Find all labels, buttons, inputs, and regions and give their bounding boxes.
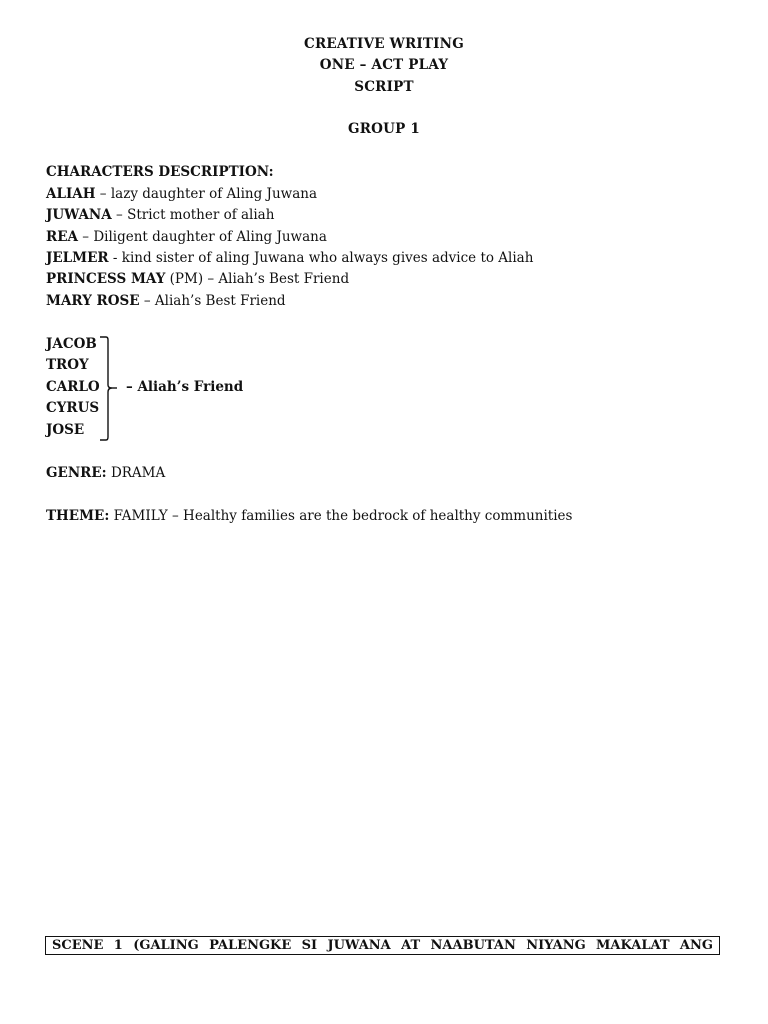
character-name: JELMER xyxy=(46,250,109,266)
friend-jacob: JACOB xyxy=(46,336,97,352)
characters-heading: CHARACTERS DESCRIPTION: xyxy=(46,164,274,180)
doc-title-script: SCRIPT xyxy=(354,79,414,95)
character-name: JUWANA xyxy=(46,207,112,223)
doc-title-creative-writing: CREATIVE WRITING xyxy=(304,36,464,52)
character-aliah xyxy=(46,186,317,202)
character-name: PRINCESS MAY xyxy=(46,271,166,287)
genre-label: GENRE: xyxy=(46,465,107,481)
character-desc: – Aliah’s Best Friend xyxy=(139,293,286,309)
friend-carlo: CARLO xyxy=(46,379,100,395)
right-brace-icon xyxy=(100,336,124,442)
character-desc: – Diligent daughter of Aling Juwana xyxy=(77,229,327,245)
character-mary-rose xyxy=(46,293,286,309)
theme-label: THEME: xyxy=(46,508,110,524)
friend-cyrus: CYRUS xyxy=(46,400,100,416)
character-princess-may xyxy=(46,271,349,287)
theme-value: FAMILY – Healthy families are the bedrock of healthy communities xyxy=(109,508,573,524)
character-name: REA xyxy=(46,229,78,245)
friend-troy: TROY xyxy=(46,357,89,373)
character-name: MARY ROSE xyxy=(46,293,140,309)
character-desc: – lazy daughter of Aling Juwana xyxy=(95,186,318,202)
scene-heading-box: SCENE 1 (GALING PALENGKE SI JUWANA AT NAABUTAN NIYANG MAKALAT ANG xyxy=(45,936,720,955)
friend-jose: JOSE xyxy=(46,422,85,438)
character-juwana xyxy=(46,207,274,223)
group-label: GROUP 1 xyxy=(348,121,420,137)
character-desc: (PM) – Aliah’s Best Friend xyxy=(165,271,350,287)
character-desc: – Strict mother of aliah xyxy=(111,207,275,223)
character-rea xyxy=(46,229,327,245)
doc-title-one-act-play: ONE – ACT PLAY xyxy=(319,57,449,73)
theme-line xyxy=(46,508,572,524)
character-jelmer xyxy=(46,250,533,266)
character-desc: - kind sister of aling Juwana who always gives advice to Aliah xyxy=(108,250,534,266)
character-name: ALIAH xyxy=(46,186,96,202)
friends-group-label: – Aliah’s Friend xyxy=(126,379,244,395)
genre-line xyxy=(46,465,165,481)
genre-value: DRAMA xyxy=(106,465,166,481)
